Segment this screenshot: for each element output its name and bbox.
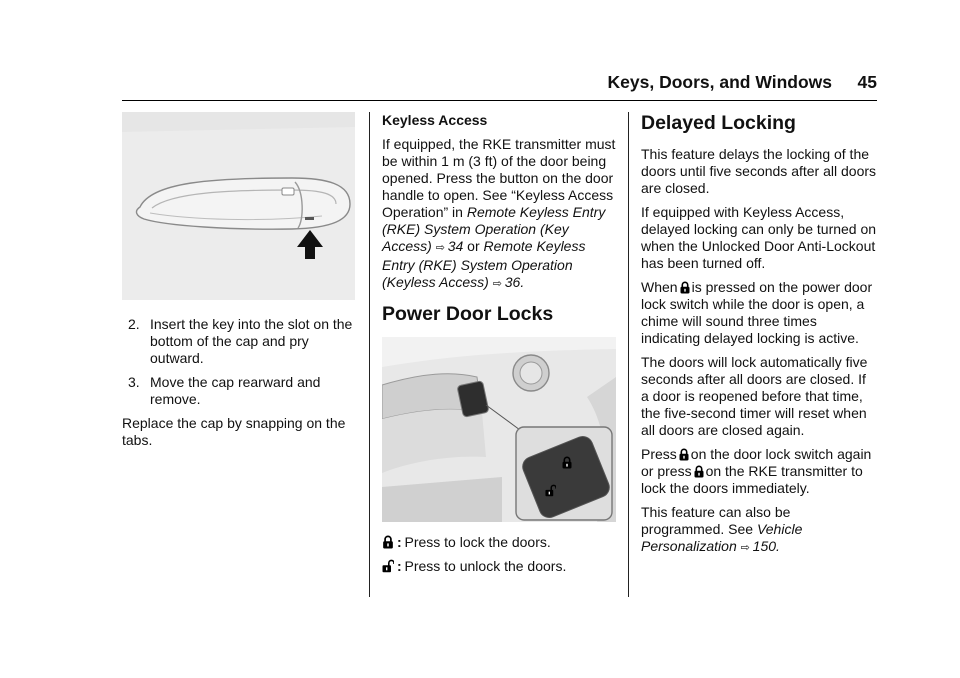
lock-icon (382, 535, 394, 549)
lock-icon (680, 281, 690, 294)
unlock-icon (382, 559, 394, 573)
page-ref-arrow-icon: ⇨ (435, 242, 445, 254)
column-divider-left (369, 112, 370, 597)
lock-icon (679, 448, 689, 461)
replace-cap-paragraph: Replace the cap by snapping on the tabs. (122, 415, 346, 448)
delayed-locking-p4: The doors will lock automatically five seconds after all doors are closed. If a door is reopened before that time, the five-second timer will reset when all doors are closed again. (641, 354, 868, 438)
delayed-locking-p5: Press on the door lock switch again or press on the RKE transmitter to lock the doors immediately. (641, 446, 872, 496)
delayed-locking-p1: This feature delays the locking of the doors until five seconds after all doors are closed. (641, 146, 877, 196)
instruction-step-3: 3. Move the cap rearward and remove. (128, 374, 321, 407)
instruction-step-2: 2. Insert the key into the slot on the bottom of the cap and pry outward. (128, 316, 353, 366)
page-number: 45 (857, 72, 877, 92)
lock-icon (694, 465, 704, 478)
column-left (122, 112, 356, 456)
keyless-access-paragraph: If equipped, the RKE transmitter must be within 1 m (3 ft) of the door being opened. Press the button on the door handle to open. See “Keyless Access Operation” in Remote Keyless Entry (RKE) System Operation (Key Access) ⇨ 34 or Remote Keyless Entry (RKE) System Operation (Keyless Access) ⇨ 36. (382, 136, 616, 290)
delayed-locking-p2: If equipped with Keyless Access, delayed locking can only be turned on when the Unlocked Door Anti-Lockout has been turned off. (641, 204, 877, 271)
page-header (122, 64, 877, 101)
vehicle-personalization-link[interactable]: Vehicle Personalization (641, 521, 803, 554)
keyless-access-subheading: Keyless Access (382, 112, 488, 128)
door-lock-switch-illustration (382, 337, 616, 522)
column-middle (382, 112, 618, 582)
rke-key-access-link[interactable]: Remote Keyless Entry (RKE) System Operation (Key Access) (382, 204, 606, 254)
column-divider-right (628, 112, 629, 597)
page-ref-arrow-icon: ⇨ (492, 278, 502, 290)
page-ref-arrow-icon: ⇨ (740, 542, 750, 554)
column-right (641, 112, 877, 564)
unlock-legend: : Press to unlock the doors. (382, 558, 618, 575)
delayed-locking-p3: When is pressed on the power door lock switch while the door is open, a chime will sound three times indicating delayed locking is active. (641, 279, 873, 346)
delayed-locking-p6: This feature can also be programmed. See Vehicle Personalization ⇨ 150. (641, 504, 803, 554)
delayed-locking-heading: Delayed Locking (641, 112, 796, 134)
power-door-locks-heading: Power Door Locks (382, 303, 554, 325)
lock-legend: : Press to lock the doors. (382, 534, 618, 551)
rke-keyless-access-link[interactable]: Remote Keyless Entry (RKE) System Operation (Keyless Access) (382, 238, 586, 290)
section-title: Keys, Doors, and Windows (607, 72, 832, 92)
door-handle-illustration (122, 112, 355, 300)
page-ref-150[interactable]: 150 (752, 538, 777, 554)
page-ref-36[interactable]: 36 (504, 274, 521, 290)
page-ref-34[interactable]: 34 (447, 238, 464, 254)
